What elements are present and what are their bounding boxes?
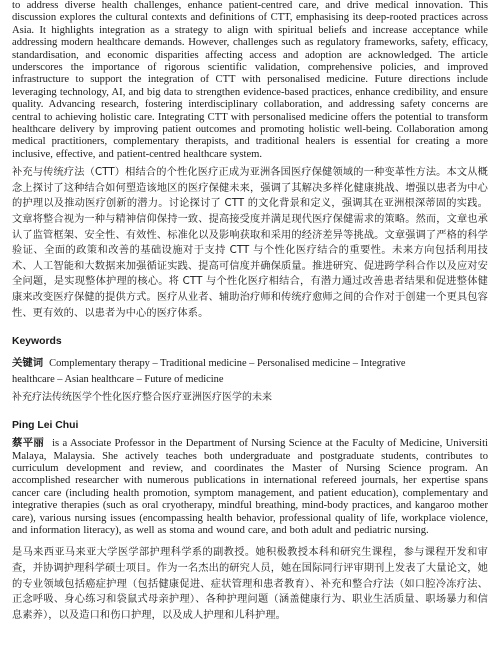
- abstract-english: to address diverse health challenges, enhance patient-centred care, and drive medical innovation. This discussion explores the cultural contexts and definitions of CTT, emphasising its deep-rooted practices across Asia. It highlights integration as a strategy to align with spiritual beliefs and increase acceptance while addressing modern healthcare demands. However, challenges such as regulatory frameworks, safety, efficacy, standardisation, and economic disparities affecting access and adoption are acknowledged. The article underscores the importance of rigorous scientific validation, comprehensive policies, and improved infrastructure to support the integration of CTT with personalised medicine. Future directions include leveraging technology, AI, and big data to strengthen evidence-based practices, enhance credibility, and ensure quality. Advancing research, fostering interdisciplinary collaboration, and addressing safety concerns are central to achieving holistic care. Integrating CTT with personalised medicine offers the potential to transform healthcare delivery by improving patient outcomes and promoting holistic well-being. Collaboration among medical practitioners, complementary therapists, and traditional healers is essential for creating a more inclusive, effective, and patient-centred healthcare system.: [12, 0, 488, 160]
- author-bio-english: [12, 437, 488, 537]
- keywords-terms-zh: 补充疗法传统医学个性化医疗整合医疗亚洲医疗医学的未来: [12, 392, 272, 404]
- keywords-terms-line1: Complementary therapy – Traditional medicine – Personalised medicine – Integrative: [49, 358, 406, 370]
- page-content: [12, 0, 488, 623]
- author-bio-rest: Universiti Malaya, Malaysia. She actively teaches both undergraduate and postgraduate students, contributes to curriculum development and review, and coordinates the Master of Nursing Science program. An accomplished researcher with numerous publications in international refereed journals, her expertise spans cancer care (including health promotion, symptom management, and patient education), complementary and integrative therapies (such as oral cryotherapy, mindful breathing, mind-body practices, and kangaroo mother care), various nursing issues (encompassing health behavior, professional quality of life, workplace violence, and information literacy), as well as stoma and wound care, and both adult and pediatric nursing.: [12, 438, 488, 537]
- keywords-row: [12, 355, 488, 388]
- keywords-label-zh: 关键词: [12, 357, 44, 370]
- author-bio-first: is a Associate Professor in the Department of Nursing Science at the Faculty of Medicine,: [52, 438, 443, 450]
- keywords-terms-line2: healthcare – Asian healthcare – Future of medicine: [12, 374, 224, 386]
- abstract-chinese: 补充与传统疗法（CTT）相结合的个性化医疗正成为亚洲各国医疗保健领域的一种变革性方法。本文从概念上探讨了这种结合如何塑造该地区的医疗保健未来，强调了其解决多样化健康挑战、增强以患者为中心的护理以及推动医疗创新的潜力。讨论探讨了 CTT 的文化背景和定义，强调其在亚洲根深蒂固的实践。文章将整合视为一种与精神信仰保持一致、提高接受度并满足现代医疗保健需求的策略。然而，文章也承认了监管框架、安全性、有效性、标准化以及影响获取和采用的经济差异等挑战。文章强调了严格的科学验证、全面的政策和改善的基础设施对于支持 CTT 与个性化医疗结合的重要性。未来方向包括利用技术、人工智能和大数据来加强循证实践、提高可信度并确保质量。推进研究、促进跨学科合作以及应对安全问题，是实现整体护理的核心。将 CTT 与个性化医疗相结合，有潜力通过改善患者结果和促进整体健康来改变医疗保健的提供方式。医疗从业者、辅助治疗师和传统疗愈师之间的合作对于创建一个更具包容性、更有效的、以患者为中心的医疗体系。: [12, 167, 488, 319]
- keywords-heading: Keywords: [12, 336, 62, 348]
- author-bio-chinese: 是马来西亚马来亚大学医学部护理科学系的副教授。她积极教授本科和研究生课程，参与课程开发和审查，并协调护理科学硕士项目。作为一名杰出的研究人员，她在国际同行评审期刊上发表了大量论文，她的专业领域包括癌症护理（包括健康促进、症状管理和患者教育）、补充和整合疗法（如口腔冷冻疗法、正念呼吸、身心练习和袋鼠式母亲护理）、各种护理问题（涵盖健康行为、职业生活质量、职场暴力和信息素养），以及造口和伤口护理，以及成人护理和儿科护理。: [12, 547, 488, 621]
- author-name: Ping Lei Chui: [12, 420, 79, 432]
- author-name-zh: 蔡平丽: [12, 437, 45, 450]
